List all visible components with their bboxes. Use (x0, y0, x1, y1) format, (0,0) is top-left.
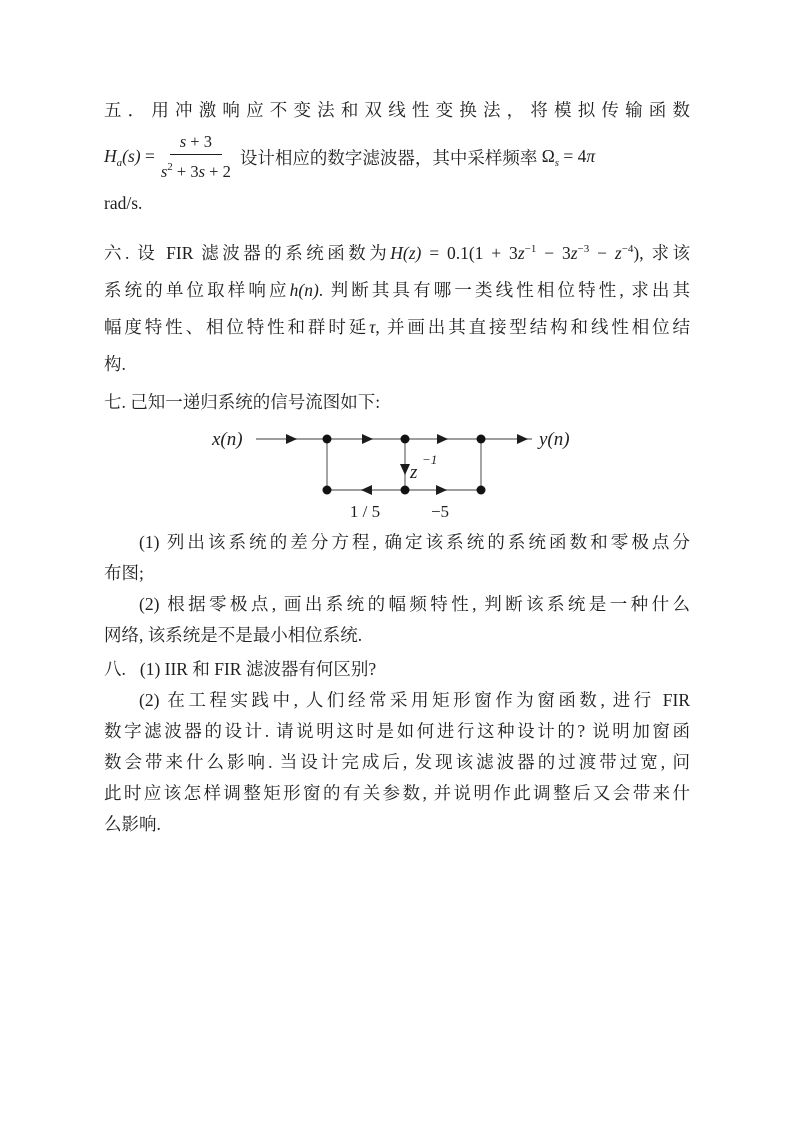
output-signal-label: y(n) (539, 429, 570, 450)
delay-exponent-label: −1 (422, 452, 438, 467)
numerator-variable: s (179, 132, 187, 151)
hz-equals-part: = 0.1(1 + 3 (421, 243, 518, 263)
omega-subscript: s (554, 156, 559, 169)
problem-seven-item2-line1: (2) 根据零极点, 画出系统的幅频特性, 判断该系统是一种什么 (139, 594, 690, 614)
arrowhead-output (517, 434, 528, 444)
sampling-frequency (537, 146, 595, 169)
node-top-right (477, 435, 486, 444)
hz-z1: z (517, 243, 525, 263)
signal-flow-graph (194, 422, 594, 526)
denominator-middle: + 3 (172, 162, 199, 181)
pi-symbol: π (586, 145, 596, 166)
problem-seven-item1-line1: (1) 列出该系统的差分方程, 确定该系统的系统函数和零极点分 (139, 532, 690, 552)
ha-transfer-function (104, 146, 155, 169)
problem-eight-q2-line4: 此时应该怎样调整矩形窗的有关参数, 并说明作此调整后又会带来什 (104, 783, 690, 803)
problem-six-line2-post: . 判断其具有哪一类线性相位特性, 求出其 (318, 280, 691, 300)
problem-seven-item1-line2: 布图; (104, 563, 144, 583)
problem-six-line3-post: , 并画出其直接型结构和线性相位结 (375, 317, 691, 337)
after-formula-text: 设计相应的数字滤波器，其中采样频率 (239, 147, 538, 168)
problem-eight-q2-line2: 数字滤波器的设计. 请说明这时是如何进行这种设计的? 说明加窗函 (104, 721, 690, 741)
hz-z2: z (570, 243, 578, 263)
problem-six (104, 231, 690, 383)
problem-six-line3 (104, 309, 690, 346)
hz-exponent-1: −1 (524, 243, 537, 255)
arrowhead-top-mid-right (437, 434, 448, 444)
hz-middle-2: − 3 (536, 243, 571, 263)
problem-six-line2-pre: 系统的单位取样响应 (104, 280, 290, 300)
document-content (104, 95, 690, 840)
problem-five-line3: rad/s. (104, 193, 143, 213)
hz-exponent-2: −3 (577, 243, 590, 255)
ha-func-argument: (s) (122, 145, 141, 166)
delay-element-label: z (410, 462, 418, 483)
problem-eight-line1 (104, 654, 690, 685)
ha-denominator (161, 155, 231, 182)
problem-five (104, 95, 690, 219)
problem-six-line4: 构. (104, 354, 126, 374)
denominator-variable-1: s (160, 162, 168, 181)
problem-seven-heading: 七. 己知一递归系统的信号流图如下: (104, 392, 381, 412)
arrowhead-feedforward-right (436, 485, 447, 495)
arrowhead-top-mid-left (362, 434, 373, 444)
ha-func-symbol: H (104, 145, 117, 166)
problem-six-line2 (104, 272, 690, 309)
omega-symbol: Ω (541, 145, 555, 166)
problem-six-line3-pre: 幅度特性、相位特性和群时延 (104, 317, 370, 337)
node-bottom-middle (401, 486, 410, 495)
gain-left-label: 1 / 5 (349, 502, 381, 521)
denominator-rest: + 2 (205, 162, 231, 181)
node-bottom-right (477, 486, 486, 495)
problem-eight-q2-line3: 数会带来什么影响. 当设计完成后, 发现该滤波器的过渡带过宽, 问 (104, 752, 690, 772)
hn-impulse-response: h(n) (289, 280, 319, 300)
ha-numerator (170, 132, 222, 155)
arrowhead-input (286, 434, 297, 444)
hz-close-paren: ) (633, 243, 640, 263)
hz-func-symbol: H (390, 243, 403, 263)
gain-right-label: −5 (430, 502, 450, 521)
tau-symbol: τ (369, 317, 376, 337)
hz-system-function (390, 243, 639, 263)
hz-func-argument: (z) (402, 243, 422, 263)
arrowhead-delay-down (400, 464, 410, 475)
problem-eight (104, 654, 690, 840)
omega-equals: = 4 (559, 145, 587, 166)
node-top-left (323, 435, 332, 444)
denominator-variable-2: s (198, 162, 206, 181)
problem-seven (104, 387, 690, 651)
denominator-exponent: 2 (167, 161, 173, 173)
ha-fraction (161, 132, 231, 182)
node-bottom-left (323, 486, 332, 495)
problem-five-formula-line (104, 126, 690, 188)
problem-eight-question1: (1) IIR 和 FIR 滤波器有何区别? (139, 659, 377, 679)
arrowhead-feedback-left (361, 485, 372, 495)
node-top-middle (401, 435, 410, 444)
problem-six-line1-tail: , 求该 (639, 243, 690, 263)
problem-six-intro: 六. 设 FIR 滤波器的系统函数为 (104, 243, 391, 263)
ha-func-subscript: a (116, 156, 123, 169)
hz-middle-3: − (589, 243, 615, 263)
hz-exponent-3: −4 (621, 243, 634, 255)
hz-z3: z (614, 243, 622, 263)
problem-eight-number: 八. (104, 659, 126, 679)
input-signal-label: x(n) (212, 429, 243, 450)
equals-sign: = (144, 145, 155, 166)
problem-eight-q2-line5: 么影响. (104, 814, 161, 834)
problem-eight-q2-line1: (2) 在工程实践中, 人们经常采用矩形窗作为窗函数, 进行 FIR (139, 690, 690, 710)
problem-five-line1: 五．用冲激响应不变法和双线性变换法，将模拟传输函数 (104, 100, 690, 120)
problem-six-line1 (104, 231, 690, 272)
problem-seven-item2-line2: 网络, 该系统是不是最小相位系统. (104, 625, 363, 645)
numerator-rest: + 3 (186, 132, 212, 151)
